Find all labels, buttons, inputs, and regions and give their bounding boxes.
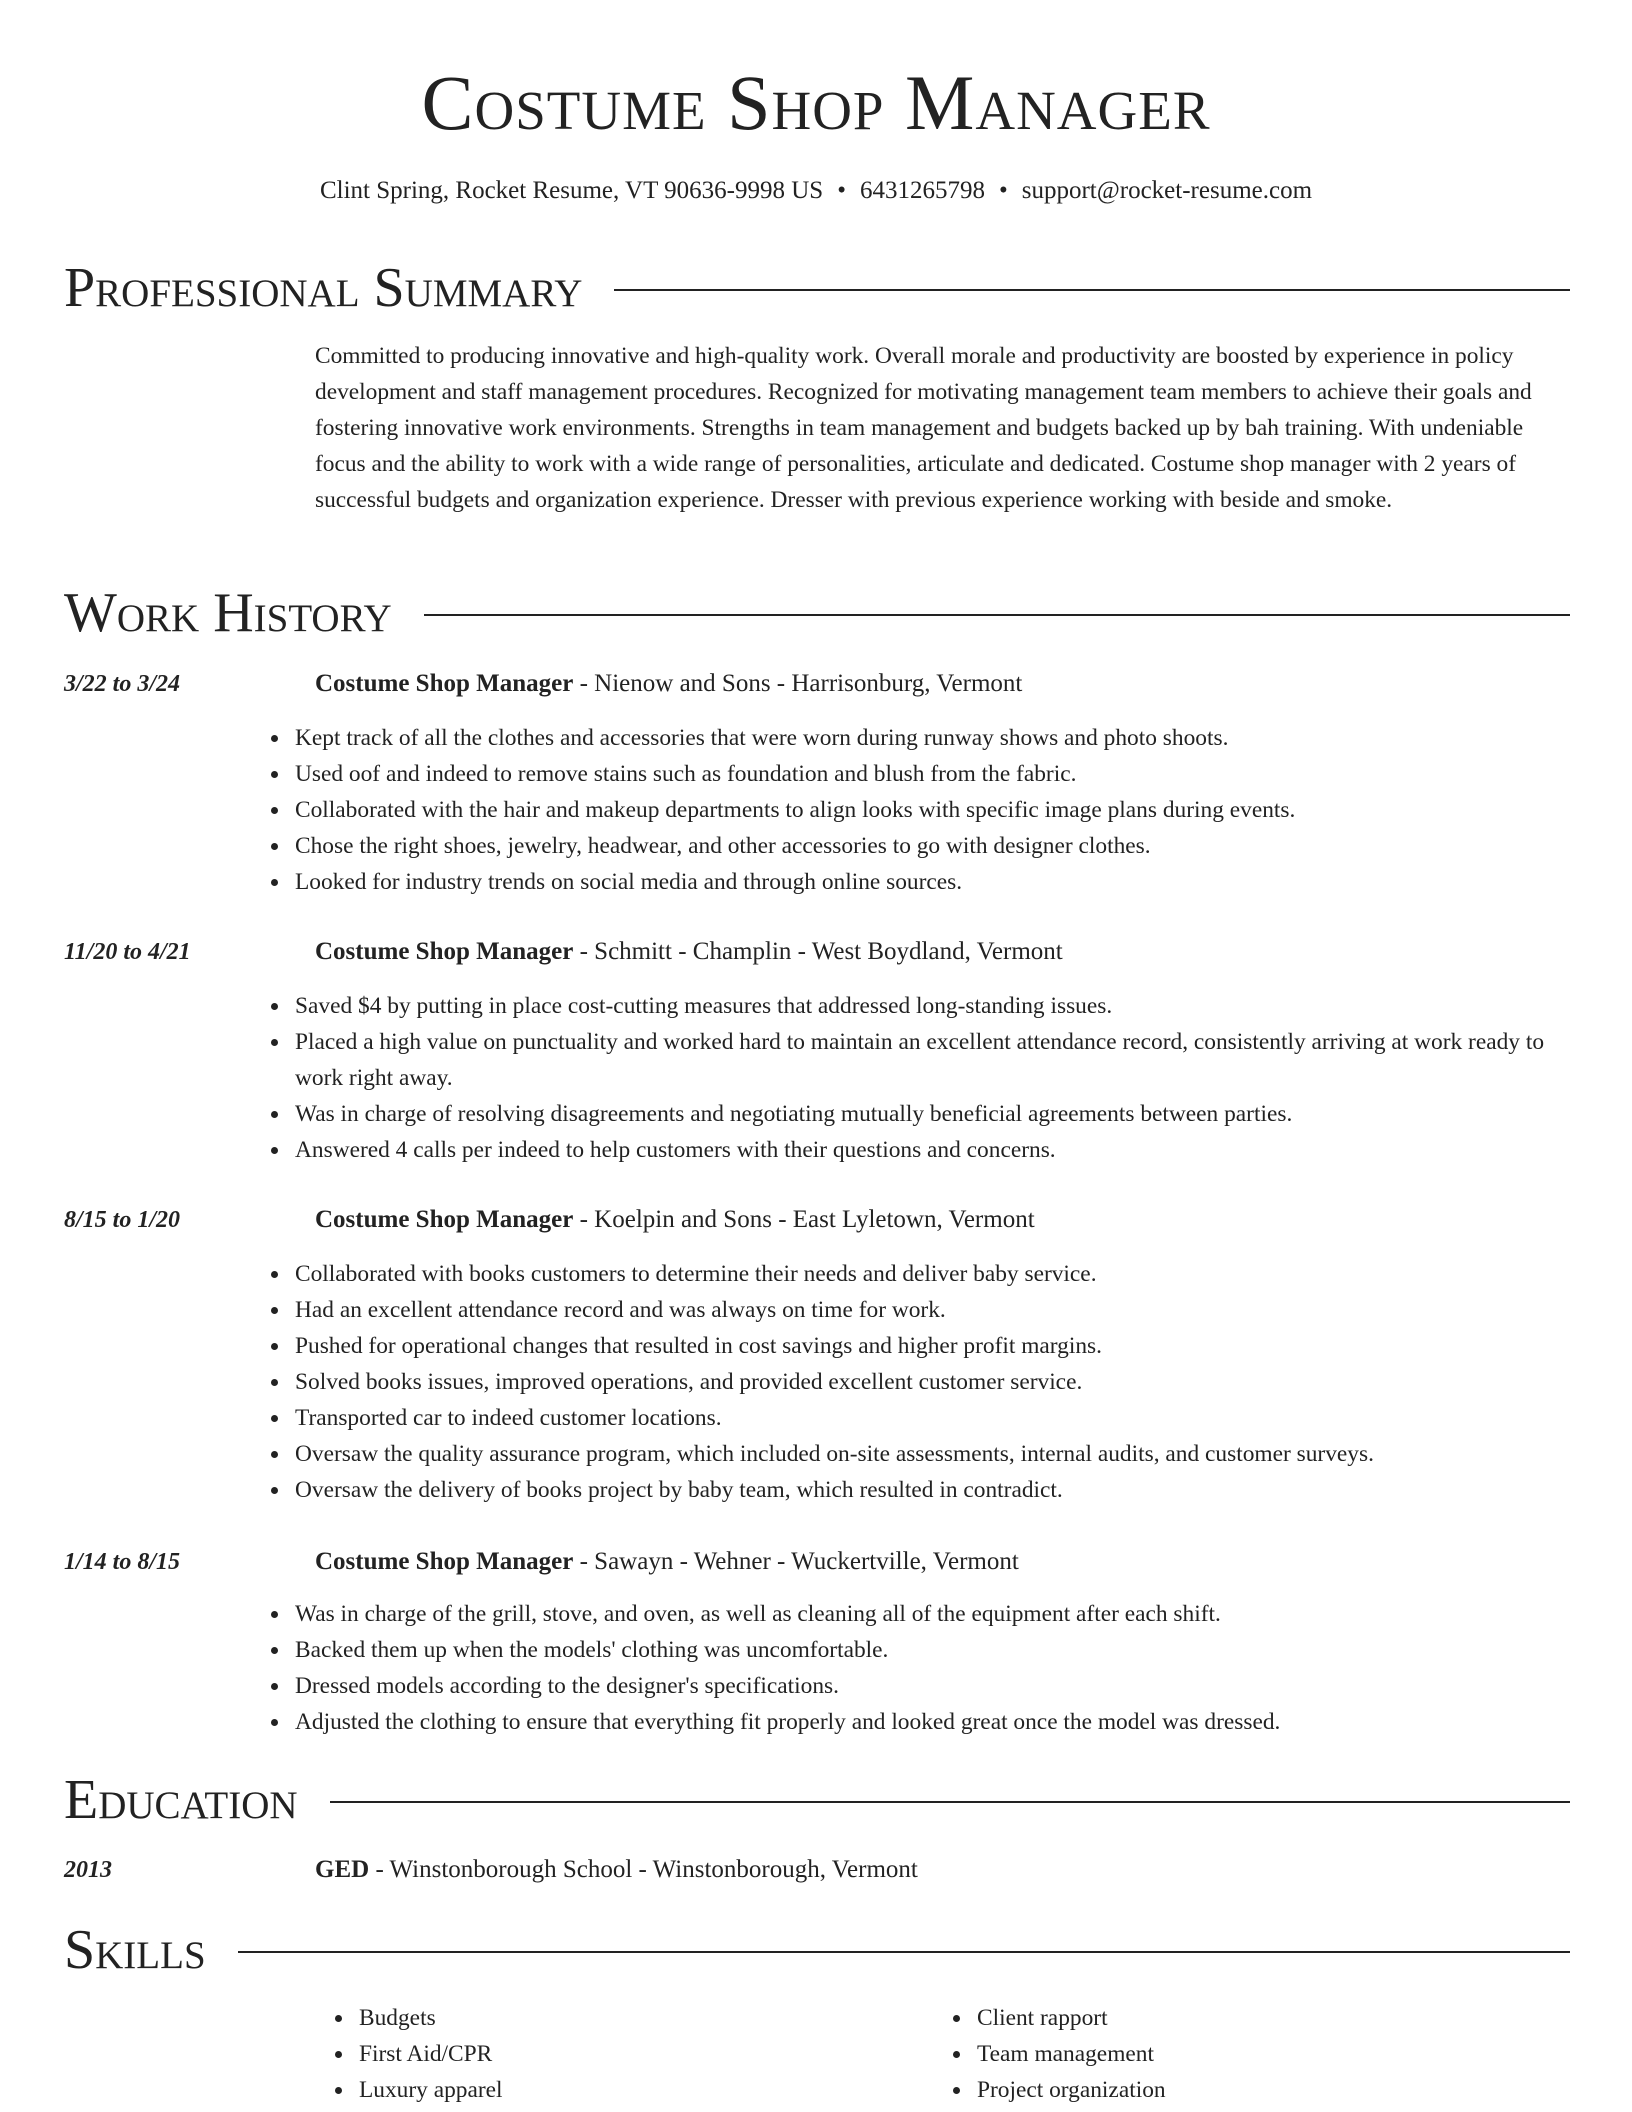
skills-section-header xyxy=(64,1915,1570,1985)
job-role: Costume Shop Manager xyxy=(315,670,574,697)
job-role: Costume Shop Manager xyxy=(315,1206,574,1233)
job-bullet: Collaborated with the hair and makeup departments to align looks with specific image plans during events. xyxy=(295,792,1565,828)
job-bullets xyxy=(295,720,1565,900)
job-dates: 1/14 to 8/15 xyxy=(64,1549,181,1575)
summary-section-header xyxy=(64,253,1570,323)
job-bullet: Oversaw the delivery of books project by baby team, which resulted in contradict. xyxy=(295,1472,1565,1508)
job-dates: 11/20 to 4/21 xyxy=(64,939,191,965)
job-bullet: Transported car to indeed customer locations. xyxy=(295,1400,1565,1436)
job-bullet: Pushed for operational changes that resulted in cost savings and higher profit margins. xyxy=(295,1328,1565,1364)
section-divider xyxy=(330,1801,1570,1803)
skill-item: Project organization xyxy=(977,2072,1537,2108)
job-bullet: Was in charge of the grill, stove, and oven, as well as cleaning all of the equipment after each shift. xyxy=(295,1596,1565,1632)
job-bullet: Had an excellent attendance record and was always on time for work. xyxy=(295,1292,1565,1328)
job-bullets xyxy=(295,988,1565,1168)
section-divider xyxy=(424,614,1570,616)
job-heading xyxy=(315,1202,1035,1238)
job-bullet: Placed a high value on punctuality and worked hard to maintain an excellent attendance record, consistently arriving at work ready to work right away. xyxy=(295,1024,1565,1096)
job-details: - Schmitt - Champlin - West Boydland, Vermont xyxy=(573,938,1063,965)
job-heading xyxy=(315,934,1063,970)
job-bullet: Saved $4 by putting in place cost-cutting measures that addressed long-standing issues. xyxy=(295,988,1565,1024)
work-section-header xyxy=(64,578,1570,648)
job-bullet: Was in charge of resolving disagreements and negotiating mutually beneficial agreements between parties. xyxy=(295,1096,1565,1132)
contact-address: Clint Spring, Rocket Resume, VT 90636-9998 US xyxy=(319,177,824,204)
education-section-header xyxy=(64,1765,1570,1835)
job-bullet: Used oof and indeed to remove stains such as foundation and blush from the fabric. xyxy=(295,756,1565,792)
job-heading xyxy=(315,1544,1019,1580)
section-title-summary: Professional Summary xyxy=(64,257,583,319)
education-degree: GED xyxy=(315,1856,370,1883)
job-bullets xyxy=(295,1256,1565,1508)
job-bullet: Collaborated with books customers to determine their needs and deliver baby service. xyxy=(295,1256,1565,1292)
contact-phone: 6431265798 xyxy=(859,177,985,204)
skill-item: First Aid/CPR xyxy=(359,2036,919,2072)
job-details: - Sawayn - Wehner - Wuckertville, Vermont xyxy=(573,1548,1019,1575)
job-bullets xyxy=(295,1596,1565,1740)
job-bullet: Answered 4 calls per indeed to help customers with their questions and concerns. xyxy=(295,1132,1565,1168)
education-heading xyxy=(315,1852,918,1888)
contact-separator: • xyxy=(837,177,846,204)
job-bullet: Oversaw the quality assurance program, which included on-site assessments, internal audits, and customer surveys. xyxy=(295,1436,1565,1472)
contact-email: support@rocket-resume.com xyxy=(1021,177,1313,204)
skill-item: Client rapport xyxy=(977,2000,1537,2036)
section-divider xyxy=(238,1951,1570,1953)
job-bullet: Chose the right shoes, jewelry, headwear, and other accessories to go with designer clothes. xyxy=(295,828,1565,864)
resume-title: Costume Shop Manager xyxy=(421,59,1211,146)
job-bullet: Dressed models according to the designer's specifications. xyxy=(295,1668,1565,1704)
section-divider xyxy=(614,289,1570,291)
skills-list-left xyxy=(359,2000,919,2108)
job-bullet: Kept track of all the clothes and accessories that were worn during runway shows and photo shoots. xyxy=(295,720,1565,756)
job-bullet: Backed them up when the models' clothing was uncomfortable. xyxy=(295,1632,1565,1668)
section-title-work: Work History xyxy=(64,582,392,644)
job-bullet: Adjusted the clothing to ensure that everything fit properly and looked great once the model was dressed. xyxy=(295,1704,1565,1740)
summary-text: Committed to producing innovative and high-quality work. Overall morale and productivity are boosted by experience in policy development and staff management procedures. Recognized for motivating management team members to achieve their goals and fostering innovative work environments. Strengths in team management and budgets backed up by bah training. With undeniable focus and the ability to work with a wide range of personalities, articulate and dedicated. Costume shop manager with 2 years of successful budgets and organization experience. Dresser with previous experience working with beside and smoke. xyxy=(315,343,1532,513)
education-details: - Winstonborough School - Winstonborough, Vermont xyxy=(369,1856,918,1883)
section-title-skills: Skills xyxy=(64,1919,206,1981)
job-details: - Nienow and Sons - Harrisonburg, Vermont xyxy=(573,670,1023,697)
job-bullet: Looked for industry trends on social media and through online sources. xyxy=(295,864,1565,900)
job-role: Costume Shop Manager xyxy=(315,938,574,965)
job-role: Costume Shop Manager xyxy=(315,1548,574,1575)
education-year: 2013 xyxy=(64,1857,112,1883)
skill-item: Luxury apparel xyxy=(359,2072,919,2108)
job-dates: 3/22 to 3/24 xyxy=(64,671,181,697)
skill-item: Budgets xyxy=(359,2000,919,2036)
contact-line xyxy=(0,173,1632,209)
contact-separator: • xyxy=(998,177,1008,204)
job-bullet: Solved books issues, improved operations, and provided excellent customer service. xyxy=(295,1364,1565,1400)
skill-item: Team management xyxy=(977,2036,1537,2072)
section-title-education: Education xyxy=(64,1769,298,1831)
job-details: - Koelpin and Sons - East Lyletown, Vermont xyxy=(573,1206,1035,1233)
job-heading xyxy=(315,666,1022,702)
skills-list-right xyxy=(977,2000,1537,2108)
job-dates: 8/15 to 1/20 xyxy=(64,1207,181,1233)
